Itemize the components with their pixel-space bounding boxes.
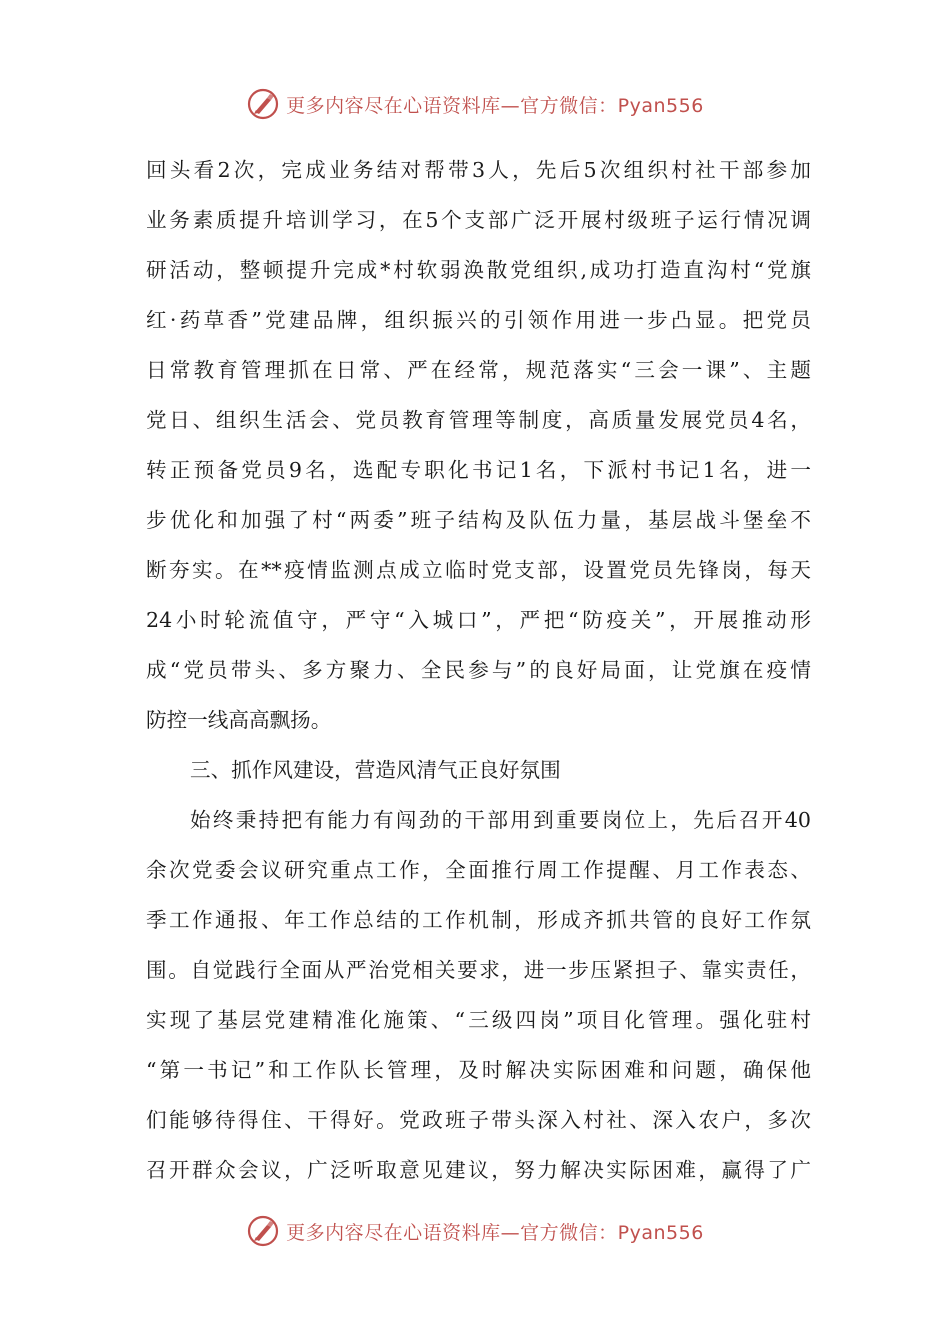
watermark-header-text: 更多内容尽在心语资料库—官方微信：Pyan556 (286, 94, 704, 117)
paragraph-1-line: 研活动，整顿提升完成*村软弱涣散党组织,成功打造直沟村“党旗 (146, 258, 811, 282)
paragraph-1-line: 断夯实。在**疫情监测点成立临时党支部，设置党员先锋岗，每天 (146, 558, 811, 582)
section-heading-3: 三、抓作风建设，营造风清气正良好氛围 (190, 758, 561, 782)
watermark-footer-text: 更多内容尽在心语资料库—官方微信：Pyan556 (286, 1221, 704, 1244)
paragraph-1-line: 回头看2次，完成业务结对帮带3人，先后5次组织村社干部参加 (146, 158, 811, 182)
paragraph-2-line: “第一书记”和工作队长管理，及时解决实际困难和问题，确保他 (146, 1058, 811, 1082)
pen-logo-icon (246, 87, 280, 121)
paragraph-1-line: 红·药草香”党建品牌，组织振兴的引领作用进一步凸显。把党员 (146, 308, 811, 332)
paragraph-2-line: 季工作通报、年工作总结的工作机制，形成齐抓共管的良好工作氛 (146, 908, 811, 932)
paragraph-2-line: 围。自觉践行全面从严治党相关要求，进一步压紧担子、靠实责任， (146, 958, 811, 982)
paragraph-1-line: 业务素质提升培训学习，在5个支部广泛开展村级班子运行情况调 (146, 208, 811, 232)
paragraph-1-line: 党日、组织生活会、党员教育管理等制度，高质量发展党员4名， (146, 408, 811, 432)
paragraph-2 (146, 801, 811, 1201)
watermark-footer (0, 1211, 950, 1251)
watermark-header (0, 84, 950, 124)
paragraph-1-line: 24小时轮流值守，严守“入城口”，严把“防疫关”，开展推动形 (146, 608, 811, 632)
paragraph-2-line: 余次党委会议研究重点工作，全面推行周工作提醒、月工作表态、 (146, 858, 811, 882)
paragraph-2-line: 们能够待得住、干得好。党政班子带头深入村社、深入农户，多次 (146, 1108, 811, 1132)
paragraph-1 (146, 151, 811, 751)
paragraph-1-last-line: 防控一线高高飘扬。 (146, 708, 332, 732)
paragraph-1-line: 日常教育管理抓在日常、严在经常，规范落实“三会一课”、主题 (146, 358, 811, 382)
paragraph-1-line: 转正预备党员9名，选配专职化书记1名，下派村书记1名，进一 (146, 458, 811, 482)
pen-logo-icon (246, 1214, 280, 1248)
paragraph-2-first-line: 始终秉持把有能力有闯劲的干部用到重要岗位上，先后召开40 (190, 808, 811, 832)
paragraph-2-line: 实现了基层党建精准化施策、“三级四岗”项目化管理。强化驻村 (146, 1008, 811, 1032)
paragraph-1-line: 步优化和加强了村“两委”班子结构及队伍力量，基层战斗堡垒不 (146, 508, 811, 532)
paragraph-1-line: 成“党员带头、多方聚力、全民参与”的良好局面，让党旗在疫情 (146, 658, 811, 682)
document-body (146, 151, 811, 1201)
paragraph-2-line: 召开群众会议，广泛听取意见建议，努力解决实际困难，赢得了广 (146, 1158, 811, 1182)
